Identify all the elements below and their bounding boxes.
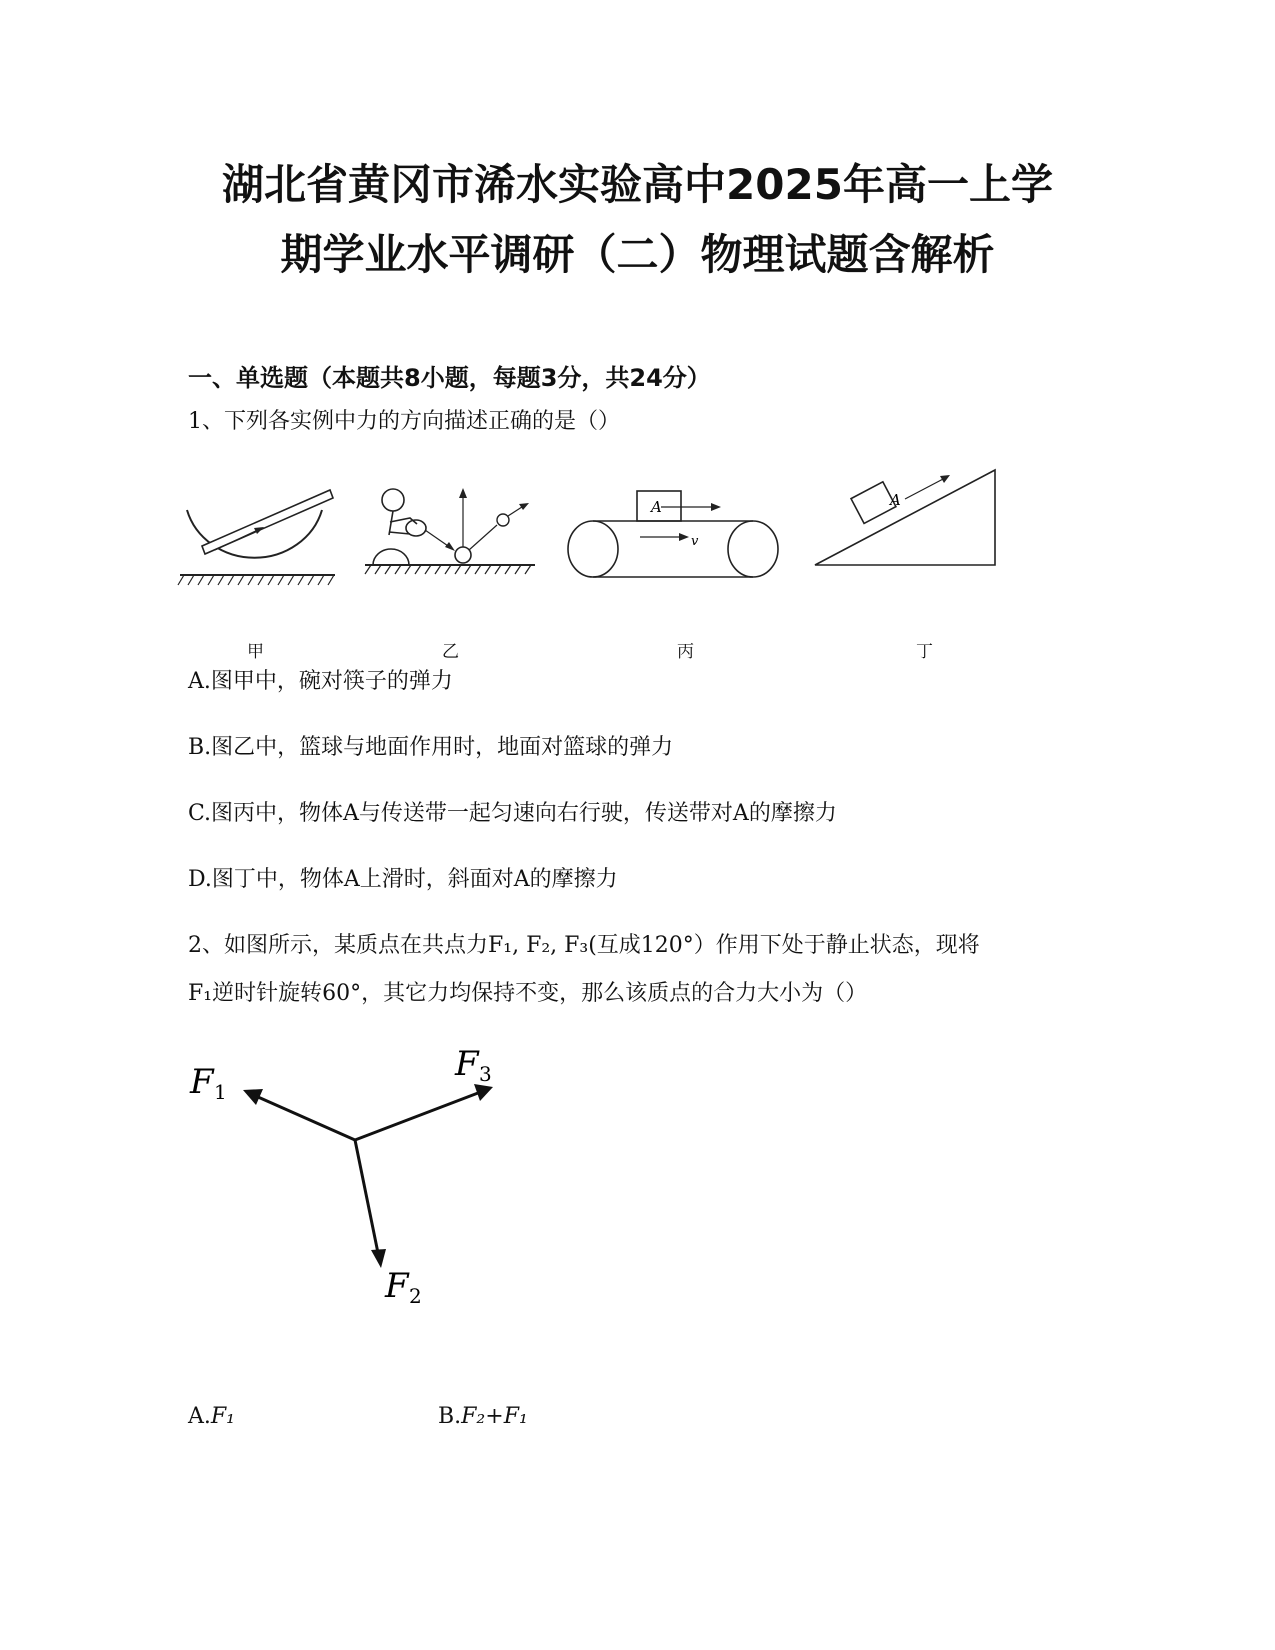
label-f1: F (190, 1062, 214, 1102)
figure-basketball (365, 480, 540, 595)
question-1-option-d: D.图丁中，物体A上滑时，斜面对A的摩擦力 (188, 867, 618, 892)
question-1-stem: 1、下列各实例中力的方向描述正确的是（） (188, 409, 620, 434)
question-2-option-a (188, 1404, 235, 1429)
document-title (150, 150, 1125, 290)
label-velocity: v (691, 534, 699, 549)
label-block-a: A (651, 498, 662, 516)
figure-caption-bing: 丙 (677, 642, 694, 662)
title-line-1: 湖北省黄冈市浠水实验高中2025年高一上学 (222, 160, 1053, 209)
section-heading: 一、单选题（本题共8小题，每题3分，共24分） (188, 364, 711, 392)
option-text: F₁ (210, 1404, 235, 1429)
label-block-a-incline: A (890, 491, 901, 509)
figure-force-diagram (180, 1035, 540, 1315)
question-1-option-b: B.图乙中，篮球与地面作用时，地面对篮球的弹力 (188, 735, 674, 760)
option-text: F₂+F₁ (461, 1404, 528, 1429)
figure-caption-jia: 甲 (247, 642, 264, 662)
question-2-option-b (438, 1404, 528, 1429)
question-2-stem-line-2: F₁逆时针旋转60°，其它力均保持不变，那么该质点的合力大小为（） (188, 981, 868, 1006)
question-1-option-a: A.图甲中，碗对筷子的弹力 (188, 669, 453, 694)
figure-caption-yi: 乙 (442, 642, 459, 662)
option-letter: A. (188, 1404, 211, 1429)
option-letter: B. (438, 1404, 462, 1429)
label-f2-subscript: 2 (409, 1284, 422, 1308)
figure-conveyor-belt (565, 485, 785, 585)
figure-incline (810, 465, 1010, 585)
label-f2: F (385, 1266, 409, 1306)
label-f3: F (455, 1044, 479, 1084)
question-1-option-c: C.图丙中，物体A与传送带一起匀速向右行驶，传送带对A的摩擦力 (188, 801, 837, 826)
figure-bowl-chopstick (180, 480, 350, 595)
label-f3-subscript: 3 (479, 1062, 492, 1086)
title-line-2: 期学业水平调研（二）物理试题含解析 (280, 230, 995, 279)
label-f1-subscript: 1 (214, 1080, 227, 1104)
figure-caption-ding: 丁 (916, 642, 933, 662)
question-2-stem-line-1: 2、如图所示，某质点在共点力F₁, F₂, F₃(互成120°）作用下处于静止状态，现将 (188, 933, 980, 958)
